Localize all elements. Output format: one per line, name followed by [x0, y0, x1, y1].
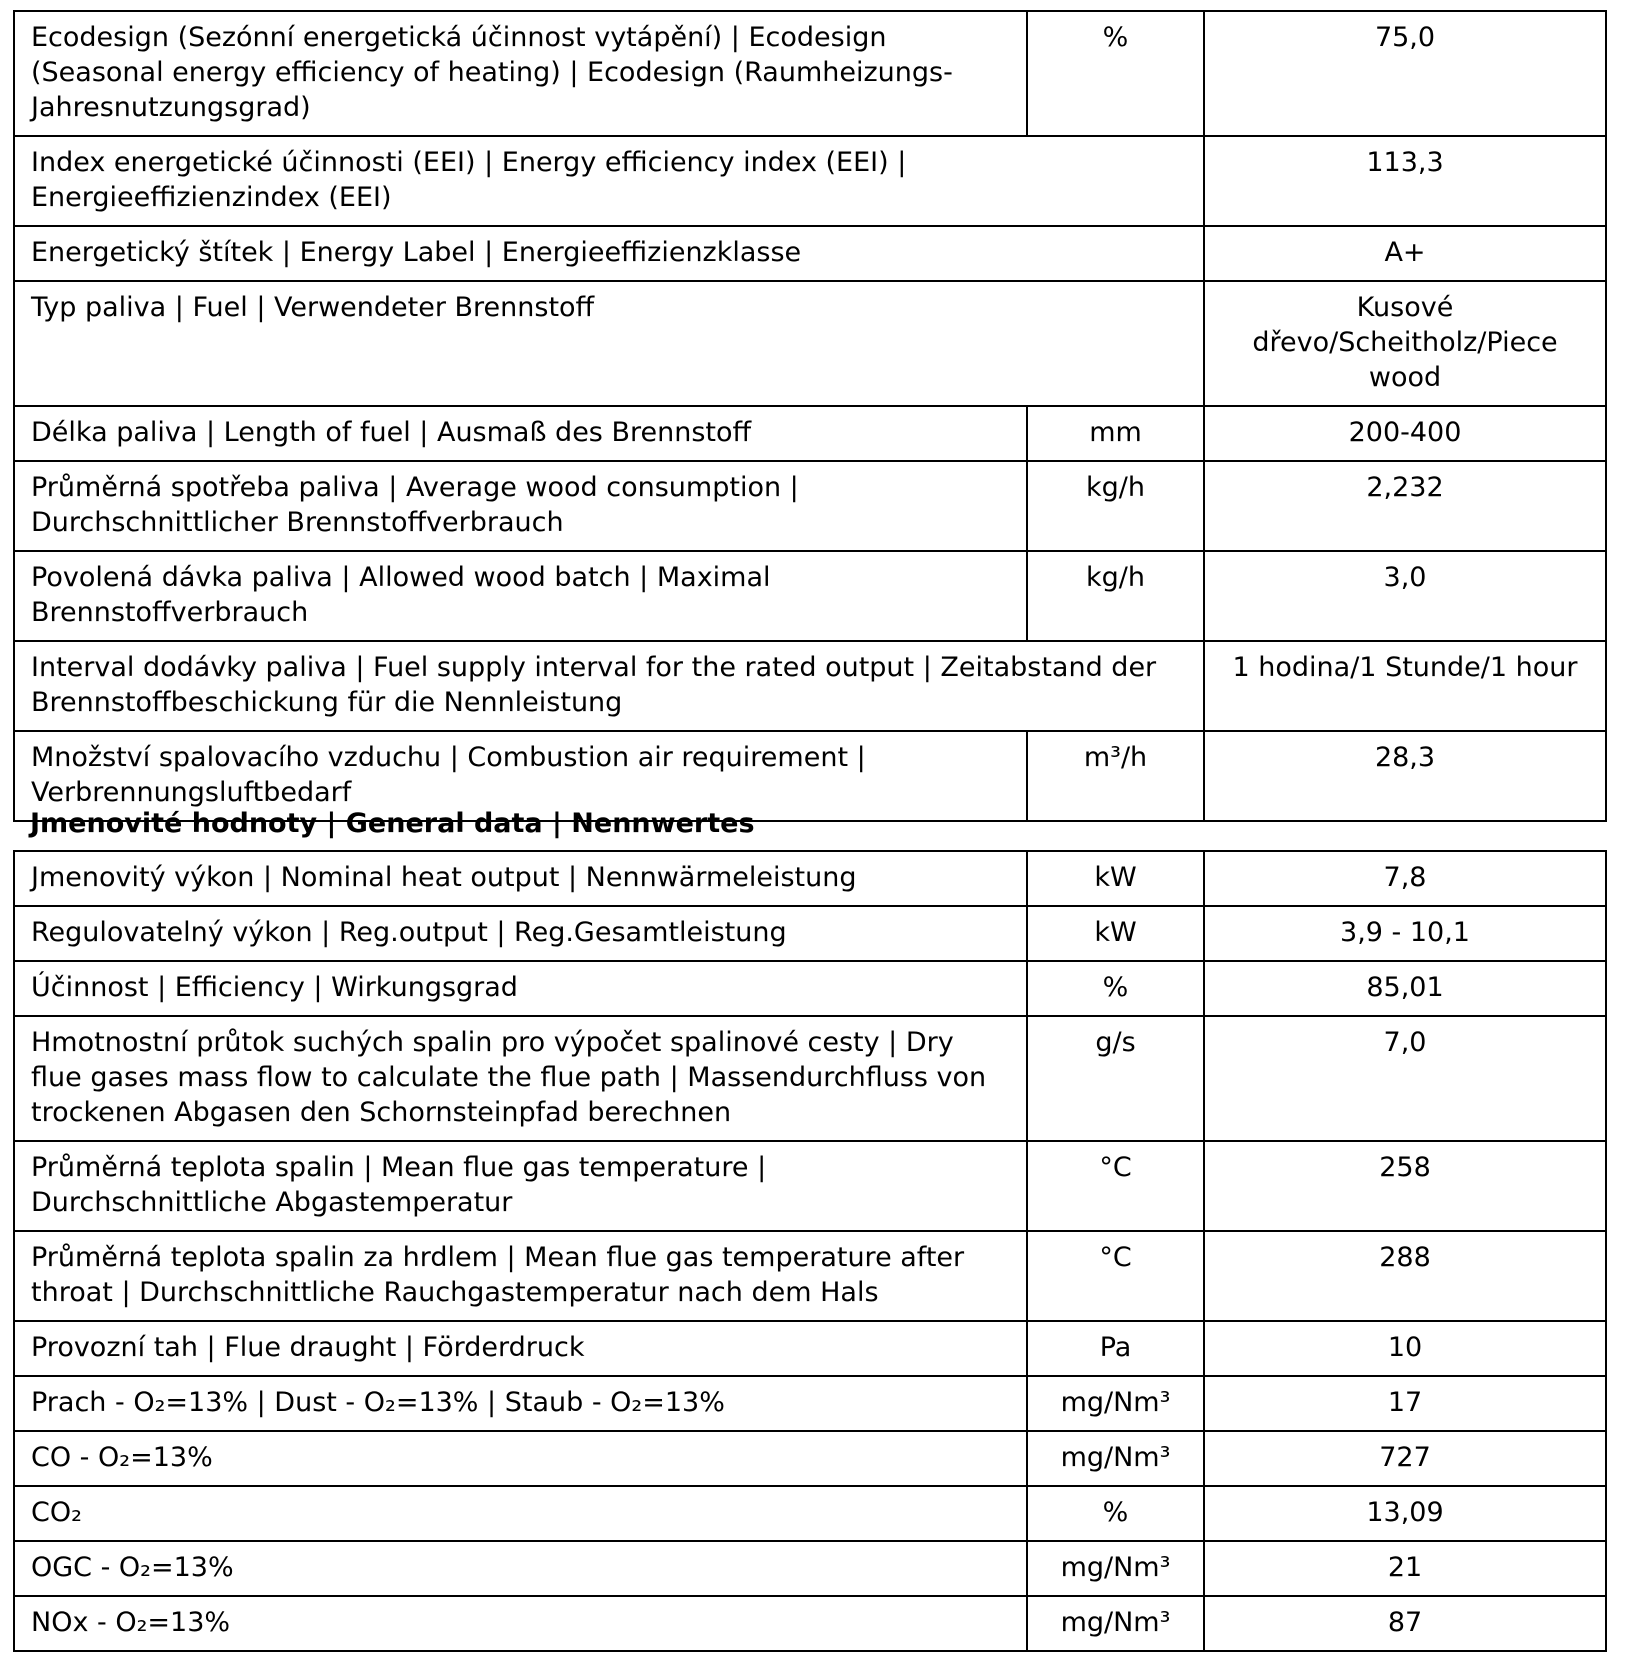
- row-label: Interval dodávky paliva | Fuel supply interval for the rated output | Zeitabstand der Brennstoffbeschickung für die Nennleistung: [14, 641, 1204, 731]
- table-row: [14, 1231, 1606, 1321]
- row-value: 3,0: [1204, 551, 1606, 641]
- row-label: Provozní tah | Flue draught | Förderdruck: [14, 1321, 1027, 1376]
- row-label: NOx - O₂=13%: [14, 1596, 1027, 1651]
- row-value: 10: [1204, 1321, 1606, 1376]
- table-row: [14, 1376, 1606, 1431]
- row-label: Průměrná spotřeba paliva | Average wood consumption | Durchschnittlicher Brennstoffverbrauch: [14, 461, 1027, 551]
- row-value: 87: [1204, 1596, 1606, 1651]
- table-row: [14, 641, 1606, 731]
- table-row: [14, 1431, 1606, 1486]
- row-unit: mg/Nm³: [1027, 1431, 1204, 1486]
- row-unit: °C: [1027, 1141, 1204, 1231]
- table-row: [14, 1541, 1606, 1596]
- table-row: [14, 1596, 1606, 1651]
- row-unit: %: [1027, 1486, 1204, 1541]
- row-value: 200-400: [1204, 406, 1606, 461]
- row-unit: kg/h: [1027, 551, 1204, 641]
- row-value: 13,09: [1204, 1486, 1606, 1541]
- table-row: [14, 1321, 1606, 1376]
- row-unit: °C: [1027, 1231, 1204, 1321]
- row-value: 2,232: [1204, 461, 1606, 551]
- table-row: [14, 461, 1606, 551]
- row-value: Kusové dřevo/Scheitholz/Piece wood: [1204, 281, 1606, 406]
- table-row: [14, 281, 1606, 406]
- row-unit: %: [1027, 961, 1204, 1016]
- table-row: [14, 406, 1606, 461]
- row-label: Účinnost | Efficiency | Wirkungsgrad: [14, 961, 1027, 1016]
- row-label: CO - O₂=13%: [14, 1431, 1027, 1486]
- row-value: 7,8: [1204, 851, 1606, 906]
- row-value: 288: [1204, 1231, 1606, 1321]
- row-value: 113,3: [1204, 136, 1606, 226]
- row-value: 17: [1204, 1376, 1606, 1431]
- row-unit: kW: [1027, 906, 1204, 961]
- parameters-table-general-data: [13, 850, 1607, 1652]
- row-unit: m³/h: [1027, 731, 1204, 821]
- row-unit: Pa: [1027, 1321, 1204, 1376]
- row-label: Množství spalovacího vzduchu | Combustion air requirement | Verbrennungsluftbedarf: [14, 731, 1027, 821]
- parameters-table-ecodesign: [13, 10, 1607, 822]
- row-label: Regulovatelný výkon | Reg.output | Reg.Gesamtleistung: [14, 906, 1027, 961]
- row-value: 28,3: [1204, 731, 1606, 821]
- row-value: 1 hodina/1 Stunde/1 hour: [1204, 641, 1606, 731]
- row-value: 258: [1204, 1141, 1606, 1231]
- table-row: [14, 906, 1606, 961]
- row-label: Délka paliva | Length of fuel | Ausmaß des Brennstoff: [14, 406, 1027, 461]
- row-label: OGC - O₂=13%: [14, 1541, 1027, 1596]
- row-unit: mg/Nm³: [1027, 1541, 1204, 1596]
- table-row: [14, 851, 1606, 906]
- row-value: A+: [1204, 226, 1606, 281]
- row-unit: kW: [1027, 851, 1204, 906]
- row-label: CO₂: [14, 1486, 1027, 1541]
- table-row: [14, 1141, 1606, 1231]
- table-row: [14, 1486, 1606, 1541]
- table-row: [14, 226, 1606, 281]
- row-label: Ecodesign (Sezónní energetická účinnost vytápění) | Ecodesign (Seasonal energy efficiency of heating) | Ecodesign (Raumheizungs-Jahresnutzungsgrad): [14, 11, 1027, 136]
- row-unit: mm: [1027, 406, 1204, 461]
- row-value: 3,9 - 10,1: [1204, 906, 1606, 961]
- row-label: Povolená dávka paliva | Allowed wood batch | Maximal Brennstoffverbrauch: [14, 551, 1027, 641]
- row-value: 75,0: [1204, 11, 1606, 136]
- table-row: [14, 136, 1606, 226]
- row-unit: kg/h: [1027, 461, 1204, 551]
- row-unit: g/s: [1027, 1016, 1204, 1141]
- row-value: 21: [1204, 1541, 1606, 1596]
- row-value: 85,01: [1204, 961, 1606, 1016]
- row-value: 7,0: [1204, 1016, 1606, 1141]
- row-unit: %: [1027, 11, 1204, 136]
- row-label: Index energetické účinnosti (EEI) | Energy efficiency index (EEI) | Energieeffizienzindex (EEI): [14, 136, 1204, 226]
- row-label: Průměrná teplota spalin | Mean flue gas temperature | Durchschnittliche Abgastemperatur: [14, 1141, 1027, 1231]
- table-row: [14, 11, 1606, 136]
- table-row: [14, 1016, 1606, 1141]
- row-unit: mg/Nm³: [1027, 1596, 1204, 1651]
- row-label: Jmenovitý výkon | Nominal heat output | Nennwärmeleistung: [14, 851, 1027, 906]
- row-unit: mg/Nm³: [1027, 1376, 1204, 1431]
- row-label: Typ paliva | Fuel | Verwendeter Brennstoff: [14, 281, 1204, 406]
- row-label: Prach - O₂=13% | Dust - O₂=13% | Staub - O₂=13%: [14, 1376, 1027, 1431]
- row-label: Hmotnostní průtok suchých spalin pro výpočet spalinové cesty | Dry flue gases mass flow to calculate the flue path | Massendurchfluss von trockenen Abgasen den Schornsteinpfad berechnen: [14, 1016, 1027, 1141]
- row-value: 727: [1204, 1431, 1606, 1486]
- section-title-general-data: Jmenovité hodnoty | General data | Nennwertes: [30, 808, 755, 839]
- row-label: Energetický štítek | Energy Label | Energieeffizienzklasse: [14, 226, 1204, 281]
- table-row: [14, 961, 1606, 1016]
- table-row: [14, 551, 1606, 641]
- row-label: Průměrná teplota spalin za hrdlem | Mean flue gas temperature after throat | Durchschnittliche Rauchgastemperatur nach dem Hals: [14, 1231, 1027, 1321]
